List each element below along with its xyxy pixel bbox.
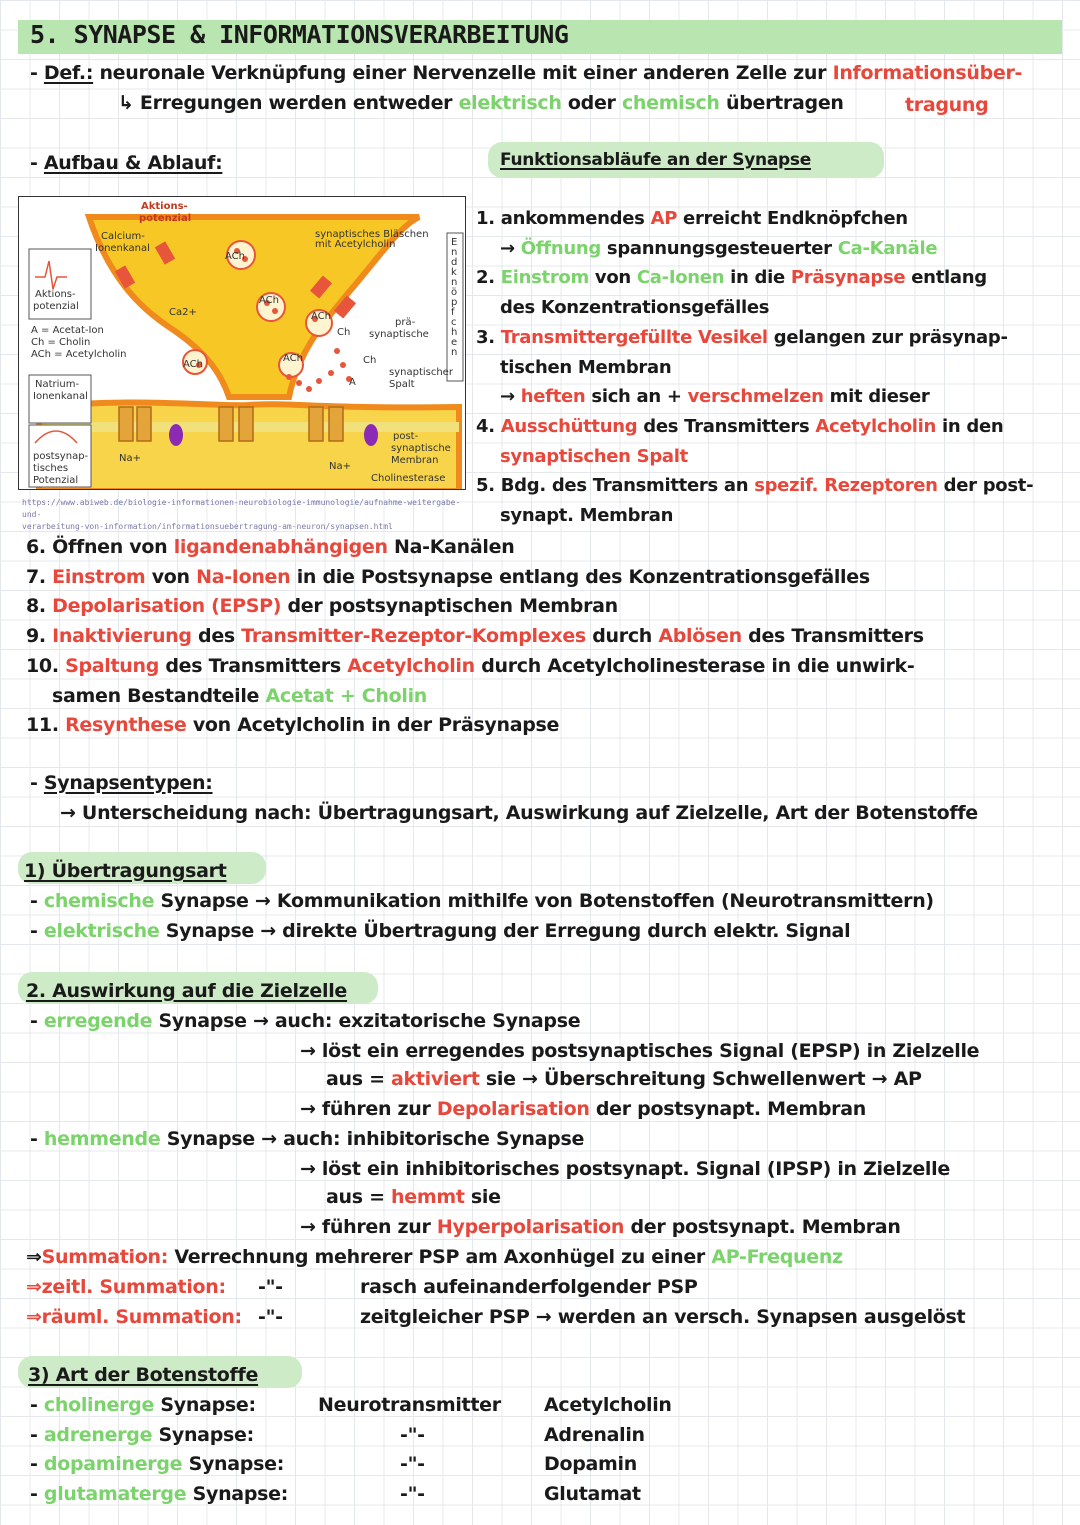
term-erregende: erregende (43, 1010, 153, 1032)
svg-text:A: A (349, 377, 356, 388)
step-text: heften (520, 386, 586, 408)
svg-text:prä-: prä- (395, 317, 416, 328)
svg-text:ACh = Acetylcholin: ACh = Acetylcholin (31, 349, 127, 360)
svg-text:mit Acetylcholin: mit Acetylcholin (315, 239, 396, 250)
chemisch-term: chemisch (621, 92, 720, 114)
svg-text:Calcium-: Calcium- (101, 231, 145, 242)
step-text: des Transmitters (741, 625, 924, 648)
botenstoff-value: Acetylcholin (544, 1394, 672, 1416)
step-line (500, 386, 930, 407)
term-elektrische: elektrische (43, 920, 160, 942)
svg-text:Ch: Ch (363, 355, 377, 366)
svg-text:ACh: ACh (283, 353, 303, 364)
botenstoff-row (30, 1394, 256, 1416)
svg-text:Ch: Ch (337, 327, 351, 338)
botenstoff-mid: -"- (400, 1482, 425, 1505)
svg-text:n: n (451, 277, 458, 288)
step-number: 4. (476, 415, 501, 437)
step-number: 6. (26, 536, 53, 558)
step-line (500, 505, 673, 526)
s2-text: der postsynapt. Membran (589, 1098, 866, 1120)
term-chemische: chemische (43, 890, 155, 912)
step-text: Präsynapse (790, 267, 906, 289)
svg-text:potenzial: potenzial (139, 213, 192, 224)
svg-text:Natrium-: Natrium- (35, 379, 80, 390)
svg-text:ACh: ACh (311, 311, 331, 322)
step-text: → (500, 237, 521, 259)
term-hemmt: hemmt (391, 1186, 465, 1208)
svg-text:tisches: tisches (33, 463, 69, 474)
step-text: des Transmitters (637, 415, 816, 437)
svg-text:post-: post- (393, 431, 419, 442)
dash: - (30, 1482, 44, 1505)
typen-heading-row: - Synapsentypen: (30, 772, 213, 794)
step-text: Einstrom (500, 267, 589, 289)
botenstoff-value: Dopamin (544, 1453, 637, 1475)
step-line (476, 475, 1033, 496)
botenstoff-mid: -"- (400, 1423, 425, 1446)
definition-text-highlight: Informationsüber- (832, 62, 1023, 84)
step-text: ligandenabhängigen (173, 536, 388, 558)
step-text: synaptischen Spalt (500, 445, 688, 467)
s1-line-2: - elektrische Synapse → direkte Übertragung der Erregung durch elektr. Signal (30, 920, 851, 942)
step-line (476, 327, 1008, 348)
aufbau-heading: Aufbau & Ablauf: (43, 152, 223, 174)
figure-source (22, 497, 472, 533)
synapse-diagram (18, 196, 466, 490)
step-text: in den (936, 415, 1004, 437)
s2-h1: → löst ein inhibitorisches postsynapt. Signal (IPSP) in Zielzelle (300, 1158, 950, 1180)
step-text: Transmitter-Rezeptor-Komplexes (241, 625, 586, 648)
svg-text:synaptische: synaptische (391, 443, 451, 454)
step-text: durch (585, 625, 659, 648)
s2-text: der postsynapt. Membran (624, 1216, 901, 1238)
synapse-label: Synapse: (152, 1423, 254, 1446)
svg-text:Spalt: Spalt (389, 379, 415, 390)
synapse-type: dopaminerge (43, 1453, 183, 1475)
step-text: Ca-Ionen (636, 267, 725, 289)
step-text: Öffnung (520, 237, 601, 259)
step-text: Na-Kanälen (387, 536, 515, 558)
svg-text:ACh: ACh (183, 359, 203, 370)
step-text: Ablösen (658, 625, 742, 648)
s2-text: → führen zur (300, 1216, 437, 1238)
page-title: 5. SYNAPSE & INFORMATIONSVERARBEITUNG (30, 20, 569, 49)
s2-summation (26, 1246, 843, 1268)
s2-text: Verrechnung mehrerer PSP am Axonhügel zu einer (168, 1246, 712, 1268)
step-text: des Transmitters (159, 654, 348, 677)
step-text: entlang (905, 267, 987, 289)
definition-text: oder (567, 92, 616, 114)
step-text: Inaktivierung (52, 625, 192, 648)
term-ap-frequenz: AP-Frequenz (711, 1246, 843, 1268)
synapse-type: adrenerge (43, 1423, 153, 1446)
svg-text:Aktions-: Aktions- (141, 201, 188, 212)
svg-text:postsynap-: postsynap- (33, 451, 89, 462)
figure-source-line: https://www.abiweb.de/biologie-informationen-neurobiologie-immunologie/aufnahme-weitergabe-und- (22, 498, 461, 519)
svg-text:Membran: Membran (391, 455, 439, 466)
elektrisch-term: elektrisch (458, 92, 562, 114)
step-text: erreicht Endknöpfchen (677, 208, 908, 229)
step-text: Na-Ionen (196, 565, 291, 588)
step-text: Spaltung (65, 654, 160, 677)
s2-text: Synapse → auch: exzitatorische Synapse (152, 1010, 581, 1032)
step-text: verschmelzen (687, 386, 824, 408)
step-line (26, 595, 618, 617)
botenstoff-mid: -"- (400, 1453, 425, 1475)
step-number: 8. (26, 595, 53, 618)
svg-text:d: d (451, 257, 458, 268)
svg-text:ACh: ACh (259, 295, 279, 306)
svg-text:potenzial: potenzial (33, 301, 79, 312)
figure-source-line: verarbeitung-von-information/informationsuebertragung-am-neuron/synapsen.html (22, 522, 393, 531)
step-line (26, 655, 914, 677)
step-number: 3. (476, 326, 501, 348)
s2-zeitl-ditto: -"- (258, 1276, 283, 1298)
step-text: Bdg. des Transmitters an (500, 475, 755, 497)
botenstoff-value: Adrenalin (544, 1423, 645, 1446)
s2-zeitl-label: ⇒zeitl. Summation: (26, 1276, 226, 1298)
svg-text:k: k (451, 267, 457, 278)
term-summation: Summation: (41, 1246, 169, 1268)
dash: - (30, 62, 38, 84)
synapse-label: Synapse: (186, 1482, 289, 1505)
s2-e1: → löst ein erregendes postsynaptisches Signal (EPSP) in Zielzelle (300, 1040, 980, 1062)
synapse-type: glutamaterge (43, 1482, 187, 1505)
step-line (26, 625, 924, 647)
step-text: gelangen zur präsynap- (767, 326, 1008, 348)
svg-text:Aktions-: Aktions- (35, 289, 76, 300)
term-depolarisation: Depolarisation (436, 1098, 590, 1120)
step-text: der post- (937, 475, 1034, 497)
step-text: von Acetylcholin in der Präsynapse (186, 714, 560, 737)
s2-raeuml-label: ⇒räuml. Summation: (26, 1306, 242, 1328)
svg-text:Potenzial: Potenzial (33, 475, 79, 486)
dash: - (30, 1423, 44, 1446)
svg-text:synaptische: synaptische (369, 329, 429, 340)
svg-text:Ca2+: Ca2+ (169, 307, 197, 318)
step-text: Ausschüttung (500, 415, 638, 437)
s2-text: aus = (326, 1068, 392, 1090)
definition-text: neuronale Verknüpfung einer Nervenzelle mit einer anderen Zelle zur (99, 62, 827, 84)
typen-sub: → Unterscheidung nach: Übertragungsart, Auswirkung auf Zielzelle, Art der Botenstoffe (60, 802, 978, 824)
botenstoff-row (30, 1424, 254, 1446)
step-line (500, 357, 671, 378)
svg-text:E: E (451, 237, 458, 248)
step-text: des Konzentrationsgefälles (500, 297, 770, 319)
definition-continuation: tragung (905, 94, 989, 116)
dash: - (30, 1453, 44, 1475)
s2-raeuml-text: zeitgleicher PSP → werden an versch. Synapsen ausgelöst (360, 1306, 966, 1328)
step-number: 10. (26, 654, 66, 677)
svg-text:Na+: Na+ (119, 453, 141, 464)
svg-text:synaptisches Bläschen: synaptisches Bläschen (315, 229, 429, 240)
step-number: 2. (476, 267, 501, 289)
synapse-label: Synapse: (154, 1394, 256, 1416)
step-text: in die (724, 267, 791, 289)
step-text: der postsynaptischen Membran (281, 595, 618, 618)
step-text: Acetylcholin (347, 654, 475, 677)
s2-heading: 2. Auswirkung auf die Zielzelle (26, 980, 348, 1002)
step-line (26, 566, 870, 588)
s2-raeuml-ditto: -"- (258, 1306, 283, 1328)
step-number: 9. (26, 625, 53, 648)
step-text: in die Postsynapse entlang des Konzentrationsgefälles (290, 565, 870, 588)
s1-text: Synapse → Kommunikation mithilfe von Botenstoffen (Neurotransmittern) (154, 890, 934, 912)
synapse-type: cholinerge (43, 1394, 155, 1416)
svg-text:synaptischer: synaptischer (389, 367, 453, 378)
step-line (500, 446, 688, 467)
botenstoff-row (30, 1483, 288, 1505)
funktion-heading: Funktionsabläufe an der Synapse (500, 150, 811, 170)
s2-hemmende: - hemmende Synapse → auch: inhibitorische Synapse (30, 1128, 585, 1150)
svg-text:Ionenkanal: Ionenkanal (33, 391, 88, 402)
s2-text: Synapse → auch: inhibitorische Synapse (160, 1128, 585, 1150)
step-number: 1. (476, 208, 501, 229)
step-number: 5. (476, 475, 501, 497)
step-text: Einstrom (52, 565, 146, 588)
step-text: Transmittergefüllte Vesikel (500, 326, 768, 348)
arrow: ⇒ (26, 1246, 42, 1268)
step-number: 11. (26, 714, 66, 737)
step-text: durch Acetylcholinesterase in die unwirk- (474, 654, 915, 677)
step-text: von (145, 565, 197, 588)
step-text: Acetylcholin (815, 415, 937, 437)
s2-h2 (326, 1186, 501, 1208)
aufbau-heading-row: - Aufbau & Ablauf: (30, 152, 223, 174)
svg-text:ACh: ACh (225, 251, 245, 262)
step-line (476, 208, 908, 229)
svg-text:n: n (451, 247, 458, 258)
step-line (476, 267, 987, 288)
svg-text:Na+: Na+ (329, 461, 351, 472)
step-text: AP (650, 208, 678, 229)
step-line (500, 297, 769, 318)
step-text: Depolarisation (EPSP) (52, 595, 282, 618)
step-text: Resynthese (65, 714, 187, 737)
step-text: des (191, 625, 242, 648)
s1-heading: 1) Übertragungsart (24, 860, 227, 882)
term-hemmende: hemmende (43, 1128, 161, 1150)
s3-heading: 3) Art der Botenstoffe (28, 1364, 259, 1386)
botenstoff-row (30, 1453, 284, 1475)
svg-text:h: h (451, 327, 458, 338)
s2-erregende: - erregende Synapse → auch: exzitatorische Synapse (30, 1010, 581, 1032)
definition-line-1 (30, 62, 1022, 84)
svg-text:Ionenkanal: Ionenkanal (95, 243, 150, 254)
svg-text:e: e (451, 337, 458, 348)
svg-text:Ch = Cholin: Ch = Cholin (31, 337, 91, 348)
step-line (52, 685, 427, 707)
s1-text: Synapse → direkte Übertragung der Erregung durch elektr. Signal (159, 920, 851, 942)
step-text: Öffnen von (52, 536, 174, 558)
s2-e3 (300, 1098, 866, 1120)
step-text: samen Bestandteile (52, 684, 266, 707)
step-line (476, 416, 1003, 437)
svg-text:c: c (451, 317, 457, 328)
step-text: Acetat + Cholin (265, 684, 428, 707)
s2-text: sie (464, 1186, 501, 1208)
definition-label: Def.: (43, 62, 94, 84)
s2-text: → führen zur (300, 1098, 437, 1120)
svg-text:Cholinesterase: Cholinesterase (371, 473, 446, 484)
s2-h3 (300, 1216, 901, 1238)
s2-zeitl-text: rasch aufeinanderfolgender PSP (360, 1276, 698, 1298)
svg-text:A = Acetat-Ion: A = Acetat-Ion (31, 325, 104, 336)
step-line (500, 238, 937, 259)
svg-text:p: p (451, 297, 458, 308)
term-aktiviert: aktiviert (391, 1068, 480, 1090)
step-text: Ca-Kanäle (837, 237, 938, 259)
botenstoff-value: Glutamat (544, 1482, 641, 1505)
step-text: ankommendes (500, 208, 651, 229)
step-line (26, 536, 514, 558)
step-text: → (500, 386, 521, 408)
svg-text:ö: ö (451, 287, 458, 298)
botenstoff-mid: Neurotransmitter (318, 1394, 501, 1416)
step-text: sich an + (585, 386, 688, 408)
step-text: synapt. Membran (500, 505, 674, 526)
definition-text: übertragen (725, 92, 844, 114)
definition-text: ↳ Erregungen werden entweder (118, 92, 453, 114)
dash: - (30, 1394, 44, 1416)
s1-line-1: - chemische Synapse → Kommunikation mithilfe von Botenstoffen (Neurotransmittern) (30, 890, 934, 912)
definition-line-2 (118, 92, 844, 114)
step-text: tischen Membran (500, 356, 672, 378)
synapse-label: Synapse: (182, 1453, 284, 1475)
s2-text: sie → Überschreitung Schwellenwert → AP (479, 1068, 922, 1090)
svg-text:f: f (451, 307, 455, 318)
step-number: 7. (26, 565, 53, 588)
s2-text: aus = (326, 1186, 392, 1208)
step-text: spezif. Rezeptoren (754, 475, 938, 497)
step-text: spannungsgesteuerter (600, 237, 838, 259)
svg-text:n: n (451, 347, 458, 358)
step-text: mit dieser (823, 386, 930, 408)
s2-e2 (326, 1068, 922, 1090)
step-line (26, 714, 559, 736)
typen-heading: Synapsentypen: (43, 772, 213, 794)
term-hyperpolarisation: Hyperpolarisation (436, 1216, 625, 1238)
step-text: von (588, 267, 637, 289)
